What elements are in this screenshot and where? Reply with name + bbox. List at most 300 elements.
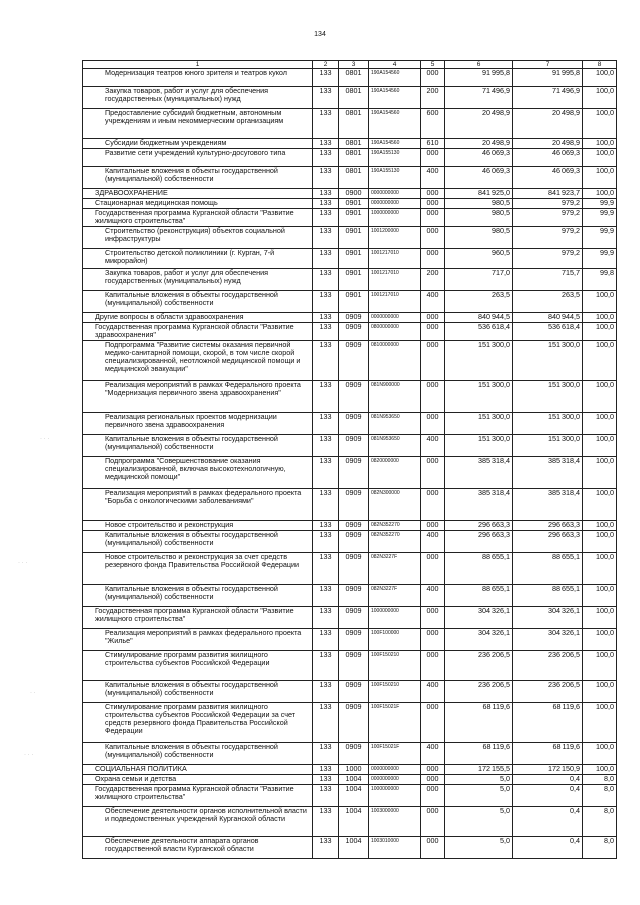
cell-executed: 385 318,4: [513, 457, 583, 489]
cell-planned: 304 326,1: [445, 629, 513, 651]
cell-target-code: 100F150210: [369, 651, 421, 681]
row-label: Реализация мероприятий в рамках Федерального проекта "Модернизация первичного звена здравоохранения": [83, 381, 313, 413]
cell-expense-type: 400: [421, 743, 445, 765]
table-row: [83, 807, 617, 837]
cell-section-code: 0909: [339, 651, 369, 681]
row-label: Закупка товаров, работ и услуг для обеспечения государственных (муниципальных) нужд: [83, 269, 313, 291]
table-row: [83, 109, 617, 139]
cell-executed: 263,5: [513, 291, 583, 313]
cell-percent: 99,9: [583, 209, 617, 227]
cell-admin-code: 133: [313, 457, 339, 489]
row-label: Государственная программа Курганской области "Развитие жилищного строительства": [83, 785, 313, 807]
cell-planned: 236 206,5: [445, 681, 513, 703]
cell-planned: 151 300,0: [445, 341, 513, 381]
cell-section-code: 0909: [339, 585, 369, 607]
cell-planned: 304 326,1: [445, 607, 513, 629]
cell-expense-type: 000: [421, 209, 445, 227]
cell-section-code: 0900: [339, 189, 369, 199]
cell-target-code: 081N900000: [369, 381, 421, 413]
budget-table: [82, 60, 617, 859]
cell-planned: 980,5: [445, 199, 513, 209]
cell-planned: 841 925,0: [445, 189, 513, 199]
cell-section-code: 0801: [339, 109, 369, 139]
cell-section-code: 0801: [339, 87, 369, 109]
cell-section-code: 0801: [339, 167, 369, 189]
cell-section-code: 0901: [339, 199, 369, 209]
cell-planned: 5,0: [445, 807, 513, 837]
cell-target-code: 0000000000: [369, 775, 421, 785]
cell-planned: 71 496,9: [445, 87, 513, 109]
row-label: Капитальные вложения в объекты государственной (муниципальной) собственности: [83, 435, 313, 457]
cell-expense-type: 000: [421, 227, 445, 249]
table-row: [83, 189, 617, 199]
cell-target-code: 190A154560: [369, 69, 421, 87]
cell-section-code: 0901: [339, 269, 369, 291]
table-row: [83, 553, 617, 585]
cell-percent: 100,0: [583, 149, 617, 167]
cell-percent: 100,0: [583, 69, 617, 87]
row-label: ЗДРАВООХРАНЕНИЕ: [83, 189, 313, 199]
row-label: Государственная программа Курганской области "Развитие жилищного строительства": [83, 209, 313, 227]
row-label: Капитальные вложения в объекты государственной (муниципальной) собственности: [83, 681, 313, 703]
cell-admin-code: 133: [313, 313, 339, 323]
cell-percent: 99,9: [583, 249, 617, 269]
cell-executed: 91 995,8: [513, 69, 583, 87]
cell-executed: 304 326,1: [513, 629, 583, 651]
cell-executed: 151 300,0: [513, 341, 583, 381]
table-row: [83, 291, 617, 313]
table-row: [83, 743, 617, 765]
cell-target-code: 100F100000: [369, 629, 421, 651]
header-cell: 2: [313, 61, 339, 69]
table-header-row: [83, 61, 617, 69]
cell-admin-code: 133: [313, 269, 339, 291]
cell-admin-code: 133: [313, 249, 339, 269]
row-label: СОЦИАЛЬНАЯ ПОЛИТИКА: [83, 765, 313, 775]
cell-admin-code: 133: [313, 775, 339, 785]
cell-expense-type: 000: [421, 703, 445, 743]
cell-percent: 100,0: [583, 743, 617, 765]
cell-admin-code: 133: [313, 87, 339, 109]
cell-percent: 100,0: [583, 585, 617, 607]
scan-noise: · · ·: [40, 436, 50, 442]
cell-section-code: 0909: [339, 381, 369, 413]
page-number: 134: [314, 31, 326, 38]
cell-section-code: 0909: [339, 435, 369, 457]
cell-planned: 980,5: [445, 209, 513, 227]
cell-admin-code: 133: [313, 341, 339, 381]
cell-section-code: 1000: [339, 765, 369, 775]
row-label: Другие вопросы в области здравоохранения: [83, 313, 313, 323]
cell-target-code: 190A155130: [369, 167, 421, 189]
row-label: Стимулирование программ развития жилищного строительства субъектов Российской Федерации: [83, 651, 313, 681]
cell-expense-type: 000: [421, 775, 445, 785]
cell-section-code: 0909: [339, 681, 369, 703]
row-label: Новое строительство и реконструкция за счет средств резервного фонда Правительства Российской Федерации: [83, 553, 313, 585]
table-row: [83, 489, 617, 521]
cell-planned: 88 655,1: [445, 585, 513, 607]
cell-executed: 385 318,4: [513, 489, 583, 521]
cell-planned: 263,5: [445, 291, 513, 313]
table-row: [83, 139, 617, 149]
cell-executed: 20 498,9: [513, 109, 583, 139]
cell-executed: 536 618,4: [513, 323, 583, 341]
cell-planned: 5,0: [445, 837, 513, 859]
cell-admin-code: 133: [313, 651, 339, 681]
cell-expense-type: 200: [421, 269, 445, 291]
table-row: [83, 629, 617, 651]
cell-expense-type: 000: [421, 807, 445, 837]
cell-expense-type: 000: [421, 521, 445, 531]
cell-expense-type: 000: [421, 249, 445, 269]
cell-section-code: 0909: [339, 553, 369, 585]
cell-percent: 100,0: [583, 109, 617, 139]
cell-target-code: 0000000000: [369, 199, 421, 209]
cell-expense-type: 000: [421, 837, 445, 859]
cell-admin-code: 133: [313, 167, 339, 189]
header-cell: 5: [421, 61, 445, 69]
table-row: [83, 765, 617, 775]
cell-target-code: 082N352270: [369, 521, 421, 531]
cell-planned: 151 300,0: [445, 381, 513, 413]
scan-noise: · · ·: [18, 560, 28, 566]
cell-expense-type: 200: [421, 87, 445, 109]
cell-section-code: 1004: [339, 837, 369, 859]
cell-planned: 980,5: [445, 227, 513, 249]
cell-section-code: 0909: [339, 413, 369, 435]
cell-admin-code: 133: [313, 199, 339, 209]
cell-percent: 100,0: [583, 457, 617, 489]
cell-target-code: 0810000000: [369, 341, 421, 381]
cell-executed: 840 944,5: [513, 313, 583, 323]
cell-admin-code: 133: [313, 323, 339, 341]
cell-target-code: 081N953650: [369, 413, 421, 435]
cell-target-code: 190A154560: [369, 139, 421, 149]
cell-section-code: 0909: [339, 313, 369, 323]
row-label: Капитальные вложения в объекты государственной (муниципальной) собственности: [83, 531, 313, 553]
cell-expense-type: 600: [421, 109, 445, 139]
cell-target-code: 082N3227F: [369, 585, 421, 607]
cell-executed: 68 119,6: [513, 703, 583, 743]
cell-expense-type: 400: [421, 291, 445, 313]
cell-admin-code: 133: [313, 69, 339, 87]
cell-percent: 100,0: [583, 651, 617, 681]
cell-executed: 46 069,3: [513, 167, 583, 189]
row-label: Реализация региональных проектов модернизации первичного звена здравоохранения: [83, 413, 313, 435]
table-row: [83, 435, 617, 457]
cell-admin-code: 133: [313, 413, 339, 435]
cell-target-code: 100F15021F: [369, 703, 421, 743]
cell-section-code: 0901: [339, 227, 369, 249]
cell-expense-type: 400: [421, 585, 445, 607]
row-label: Капитальные вложения в объекты государственной (муниципальной) собственности: [83, 585, 313, 607]
table-row: [83, 313, 617, 323]
table-row: [83, 521, 617, 531]
row-label: Строительство (реконструкция) объектов социальной инфраструктуры: [83, 227, 313, 249]
cell-expense-type: 000: [421, 457, 445, 489]
cell-target-code: 1001200000: [369, 227, 421, 249]
cell-expense-type: 000: [421, 199, 445, 209]
cell-executed: 841 923,7: [513, 189, 583, 199]
table-row: [83, 681, 617, 703]
cell-executed: 979,2: [513, 199, 583, 209]
cell-percent: 100,0: [583, 629, 617, 651]
cell-target-code: 0000000000: [369, 313, 421, 323]
cell-percent: 100,0: [583, 703, 617, 743]
table-row: [83, 149, 617, 167]
cell-expense-type: 000: [421, 381, 445, 413]
cell-section-code: 0909: [339, 629, 369, 651]
cell-percent: 100,0: [583, 139, 617, 149]
table-row: [83, 531, 617, 553]
cell-percent: 100,0: [583, 323, 617, 341]
cell-planned: 960,5: [445, 249, 513, 269]
cell-percent: 100,0: [583, 607, 617, 629]
cell-percent: 100,0: [583, 681, 617, 703]
scan-noise: · · ·: [24, 752, 34, 758]
table-row: [83, 585, 617, 607]
cell-executed: 979,2: [513, 227, 583, 249]
table-row: [83, 167, 617, 189]
table-row: [83, 87, 617, 109]
cell-expense-type: 000: [421, 323, 445, 341]
cell-percent: 100,0: [583, 765, 617, 775]
cell-admin-code: 133: [313, 681, 339, 703]
cell-planned: 20 498,9: [445, 139, 513, 149]
header-cell: 6: [445, 61, 513, 69]
cell-percent: 8,0: [583, 837, 617, 859]
cell-admin-code: 133: [313, 765, 339, 775]
row-label: Капитальные вложения в объекты государственной (муниципальной) собственности: [83, 743, 313, 765]
cell-target-code: 0800000000: [369, 323, 421, 341]
cell-planned: 236 206,5: [445, 651, 513, 681]
cell-section-code: 0909: [339, 457, 369, 489]
scan-noise: · ·: [30, 690, 36, 696]
cell-planned: 46 069,3: [445, 149, 513, 167]
cell-expense-type: 000: [421, 69, 445, 87]
cell-admin-code: 133: [313, 585, 339, 607]
cell-executed: 88 655,1: [513, 585, 583, 607]
row-label: Государственная программа Курганской области "Развитие жилищного строительства": [83, 607, 313, 629]
cell-admin-code: 133: [313, 807, 339, 837]
table-row: [83, 323, 617, 341]
table-row: [83, 69, 617, 87]
row-label: Капитальные вложения в объекты государственной (муниципальной) собственности: [83, 167, 313, 189]
cell-percent: 100,0: [583, 341, 617, 381]
cell-expense-type: 000: [421, 607, 445, 629]
cell-section-code: 1004: [339, 785, 369, 807]
cell-section-code: 1004: [339, 807, 369, 837]
cell-planned: 385 318,4: [445, 457, 513, 489]
cell-planned: 151 300,0: [445, 435, 513, 457]
cell-admin-code: 133: [313, 785, 339, 807]
row-label: Обеспечение деятельности органов исполнительной власти и подведомственных учреждений Курганской области: [83, 807, 313, 837]
table-row: [83, 607, 617, 629]
cell-executed: 20 498,9: [513, 139, 583, 149]
cell-planned: 5,0: [445, 785, 513, 807]
cell-executed: 236 206,5: [513, 651, 583, 681]
cell-target-code: 1001217010: [369, 269, 421, 291]
cell-executed: 88 655,1: [513, 553, 583, 585]
cell-admin-code: 133: [313, 381, 339, 413]
cell-target-code: 1000000000: [369, 607, 421, 629]
cell-expense-type: 000: [421, 149, 445, 167]
cell-percent: 99,8: [583, 269, 617, 291]
row-label: Обеспечение деятельности аппарата органов государственной власти Курганской области: [83, 837, 313, 859]
cell-expense-type: 000: [421, 489, 445, 521]
cell-percent: 100,0: [583, 489, 617, 521]
cell-admin-code: 133: [313, 743, 339, 765]
row-label: Капитальные вложения в объекты государственной (муниципальной) собственности: [83, 291, 313, 313]
cell-section-code: 0909: [339, 341, 369, 381]
table-row: [83, 249, 617, 269]
cell-percent: 8,0: [583, 775, 617, 785]
cell-target-code: 0820000000: [369, 457, 421, 489]
cell-section-code: 0901: [339, 209, 369, 227]
cell-admin-code: 133: [313, 109, 339, 139]
cell-percent: 100,0: [583, 167, 617, 189]
cell-target-code: 100F150210: [369, 681, 421, 703]
cell-target-code: 082N352270: [369, 531, 421, 553]
cell-admin-code: 133: [313, 149, 339, 167]
cell-admin-code: 133: [313, 521, 339, 531]
table-row: [83, 199, 617, 209]
cell-expense-type: 000: [421, 413, 445, 435]
cell-planned: 68 119,6: [445, 743, 513, 765]
cell-admin-code: 133: [313, 553, 339, 585]
cell-expense-type: 000: [421, 313, 445, 323]
cell-percent: 100,0: [583, 381, 617, 413]
cell-target-code: 1000000000: [369, 785, 421, 807]
cell-executed: 715,7: [513, 269, 583, 291]
row-label: Модернизация театров юного зрителя и театров кукол: [83, 69, 313, 87]
cell-expense-type: 400: [421, 531, 445, 553]
cell-percent: 100,0: [583, 87, 617, 109]
row-label: Государственная программа Курганской области "Развитие здравоохранения": [83, 323, 313, 341]
table-row: [83, 775, 617, 785]
cell-section-code: 0909: [339, 607, 369, 629]
cell-target-code: 082N300000: [369, 489, 421, 521]
cell-section-code: 0909: [339, 521, 369, 531]
row-label: Развитие сети учреждений культурно-досугового типа: [83, 149, 313, 167]
cell-executed: 151 300,0: [513, 413, 583, 435]
table-row: [83, 209, 617, 227]
cell-executed: 304 326,1: [513, 607, 583, 629]
cell-section-code: 0909: [339, 703, 369, 743]
cell-section-code: 1004: [339, 775, 369, 785]
cell-percent: 99,9: [583, 199, 617, 209]
table-row: [83, 269, 617, 291]
cell-expense-type: 000: [421, 785, 445, 807]
cell-executed: 296 663,3: [513, 531, 583, 553]
cell-admin-code: 133: [313, 435, 339, 457]
cell-planned: 717,0: [445, 269, 513, 291]
cell-admin-code: 133: [313, 629, 339, 651]
table-row: [83, 703, 617, 743]
row-label: Охрана семьи и детства: [83, 775, 313, 785]
cell-section-code: 0901: [339, 291, 369, 313]
table-row: [83, 341, 617, 381]
table-row: [83, 785, 617, 807]
cell-planned: 88 655,1: [445, 553, 513, 585]
cell-expense-type: 610: [421, 139, 445, 149]
cell-planned: 46 069,3: [445, 167, 513, 189]
row-label: Подпрограмма "Совершенствование оказания специализированной, включая высокотехнологичную, медицинской помощи": [83, 457, 313, 489]
cell-target-code: 190A154560: [369, 87, 421, 109]
cell-percent: 100,0: [583, 531, 617, 553]
cell-admin-code: 133: [313, 703, 339, 743]
cell-target-code: 1001217010: [369, 291, 421, 313]
cell-section-code: 0909: [339, 323, 369, 341]
cell-percent: 100,0: [583, 435, 617, 457]
row-label: Субсидии бюджетным учреждениям: [83, 139, 313, 149]
cell-executed: 151 300,0: [513, 435, 583, 457]
cell-percent: 100,0: [583, 521, 617, 531]
cell-executed: 236 206,5: [513, 681, 583, 703]
cell-expense-type: 000: [421, 189, 445, 199]
row-label: Реализация мероприятий в рамках федерального проекта "Жилье": [83, 629, 313, 651]
table-row: [83, 381, 617, 413]
cell-executed: 46 069,3: [513, 149, 583, 167]
cell-admin-code: 133: [313, 837, 339, 859]
cell-section-code: 0901: [339, 249, 369, 269]
cell-expense-type: 000: [421, 651, 445, 681]
cell-target-code: 1001217010: [369, 249, 421, 269]
cell-target-code: 1003000000: [369, 807, 421, 837]
row-label: Подпрограмма "Развитие системы оказания первичной медико-санитарной помощи, скорой, в том числе скорой специализированной, неотложной медицинской помощи и медицинской эвакуации": [83, 341, 313, 381]
row-label: Новое строительство и реконструкция: [83, 521, 313, 531]
row-label: Закупка товаров, работ и услуг для обеспечения государственных (муниципальных) нужд: [83, 87, 313, 109]
cell-percent: 100,0: [583, 189, 617, 199]
table-row: [83, 651, 617, 681]
cell-expense-type: 000: [421, 629, 445, 651]
row-label: Предоставление субсидий бюджетным, автономным учреждениям и иным некоммерческим организациям: [83, 109, 313, 139]
cell-expense-type: 400: [421, 681, 445, 703]
cell-planned: 840 944,5: [445, 313, 513, 323]
cell-planned: 20 498,9: [445, 109, 513, 139]
cell-planned: 68 119,6: [445, 703, 513, 743]
cell-admin-code: 133: [313, 489, 339, 521]
cell-executed: 172 150,9: [513, 765, 583, 775]
table-row: [83, 413, 617, 435]
cell-section-code: 0909: [339, 489, 369, 521]
cell-target-code: 190A154560: [369, 109, 421, 139]
cell-admin-code: 133: [313, 189, 339, 199]
cell-planned: 151 300,0: [445, 413, 513, 435]
cell-percent: 100,0: [583, 413, 617, 435]
cell-planned: 296 663,3: [445, 531, 513, 553]
cell-planned: 91 995,8: [445, 69, 513, 87]
row-label: Реализация мероприятий в рамках федерального проекта "Борьба с онкологическими заболеваниями": [83, 489, 313, 521]
cell-percent: 99,9: [583, 227, 617, 249]
table-row: [83, 457, 617, 489]
cell-section-code: 0801: [339, 139, 369, 149]
header-cell: 7: [513, 61, 583, 69]
cell-target-code: 081N953650: [369, 435, 421, 457]
cell-target-code: 100F15021F: [369, 743, 421, 765]
cell-admin-code: 133: [313, 531, 339, 553]
cell-section-code: 0909: [339, 531, 369, 553]
cell-planned: 296 663,3: [445, 521, 513, 531]
cell-executed: 0,4: [513, 837, 583, 859]
header-cell: 4: [369, 61, 421, 69]
cell-expense-type: 000: [421, 765, 445, 775]
cell-executed: 979,2: [513, 209, 583, 227]
header-cell: 8: [583, 61, 617, 69]
cell-percent: 8,0: [583, 807, 617, 837]
cell-executed: 0,4: [513, 807, 583, 837]
cell-admin-code: 133: [313, 291, 339, 313]
